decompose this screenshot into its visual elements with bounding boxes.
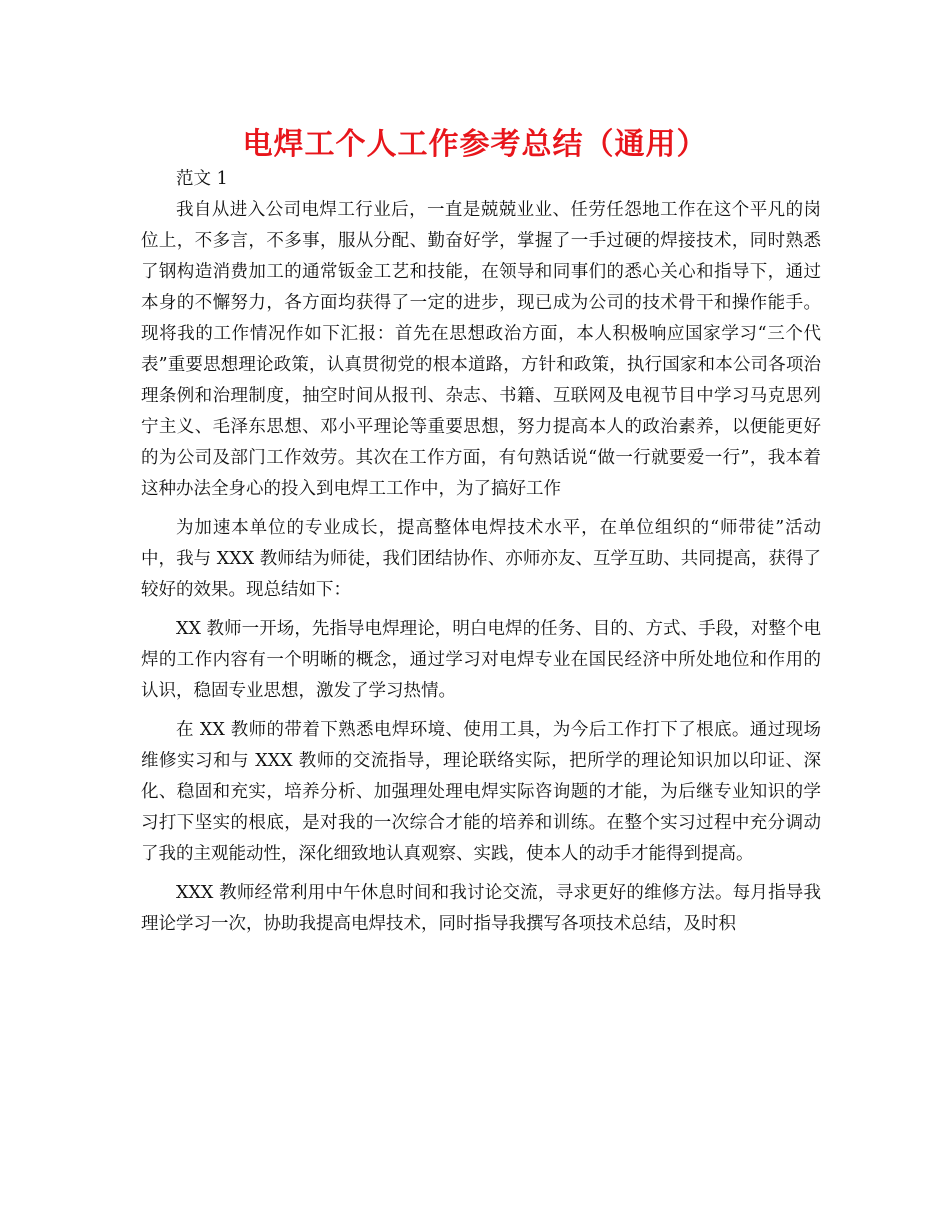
document-title: 电焊工个人工作参考总结（通用） [242, 127, 708, 162]
document-body [141, 164, 821, 948]
paragraph-3: XX 教师一开场，先指导电焊理论，明白电焊的任务、目的、方式、手段，对整个电焊的工作内容有一个明晰的概念，通过学习对电焊专业在国民经济中所处地位和作用的认识，稳固专业思想，激发了学习热情。 [141, 619, 821, 701]
paragraph-4: 在 XX 教师的带着下熟悉电焊环境、使用工具，为今后工作打下了根底。通过现场维修实习和与 XXX 教师的交流指导，理论联络实际，把所学的理论知识加以印证、深化、稳固和充实，培养分析、加强理处理电焊实际咨询题的才能，为后继专业知识的学习打下坚实的根底，是对我的一次综合才能的培养和训练。在整个实习过程中充分调动了我的主观能动性，深化细致地认真观察、实践，使本人的动手才能得到提高。 [141, 720, 821, 864]
paragraph-5: XXX 教师经常利用中午休息时间和我讨论交流，寻求更好的维修方法。每月指导我理论学习一次，协助我提高电焊技术，同时指导我撰写各项技术总结，及时积 [141, 883, 821, 934]
paragraph-1: 我自从进入公司电焊工行业后，一直是兢兢业业、任劳任怨地工作在这个平凡的岗位上，不多言，不多事，服从分配、勤奋好学，掌握了一手过硬的焊接技术，同时熟悉了钢构造消费加工的通常钣金工艺和技能，在领导和同事们的悉心关心和指导下，通过本身的不懈努力，各方面均获得了一定的进步，现已成为公司的技术骨干和操作能手。现将我的工作情况作如下汇报：首先在思想政治方面，本人积极响应国家学习“三个代表”重要思想理论政策，认真贯彻党的根本道路，方针和政策，执行国家和本公司各项治理条例和治理制度，抽空时间从报刊、杂志、书籍、互联网及电视节目中学习马克思列宁主义、毛泽东思想、邓小平理论等重要思想，努力提高本人的政治素养，以便能更好的为公司及部门工作效劳。其次在工作方面，有句熟话说“做一行就要爱一行”，我本着这种办法全身心的投入到电焊工工作中，为了搞好工作 [141, 200, 821, 499]
section-label: 范文 1 [176, 169, 228, 189]
paragraph-2: 为加速本单位的专业成长，提高整体电焊技术水平，在单位组织的“师带徒”活动中，我与 XXX 教师结为师徒，我们团结协作、亦师亦友、互学互助、共同提高，获得了较好的效果。现总结如下： [141, 518, 821, 600]
